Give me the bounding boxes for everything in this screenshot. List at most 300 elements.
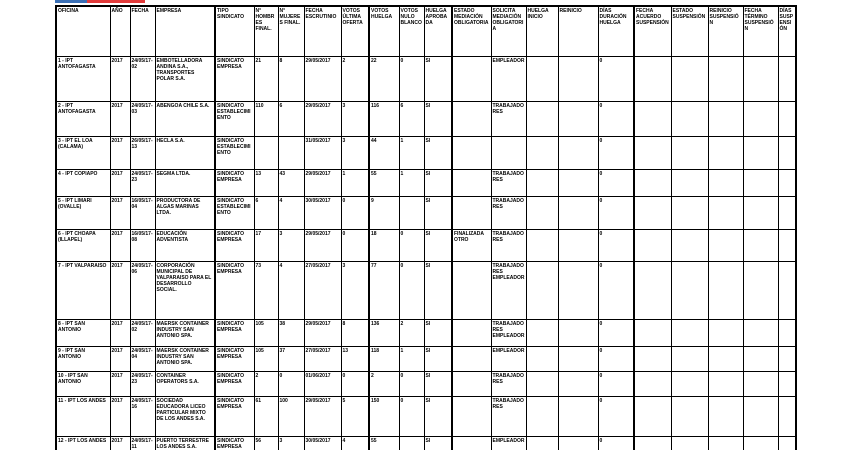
table-cell: [254, 136, 278, 169]
table-cell: [634, 346, 671, 371]
table-cell: SINDICATO EMPRESA: [215, 371, 254, 396]
table-cell: [708, 101, 743, 136]
table-cell: 1: [399, 346, 424, 371]
table-cell: 3: [341, 136, 369, 169]
table-cell: [708, 396, 743, 436]
table-cell: 26/05/17-13: [130, 136, 155, 169]
table-cell: 12 - IPT LOS ANDES: [56, 436, 110, 450]
table-cell: SI: [424, 229, 452, 261]
table-cell: 0: [598, 101, 634, 136]
table-cell: [778, 396, 796, 436]
table-cell: [743, 346, 778, 371]
table-cell: 8: [341, 319, 369, 346]
table-cell: [558, 346, 598, 371]
table-cell: 0: [598, 436, 634, 450]
table-row: [56, 261, 796, 319]
table-cell: 6: [399, 101, 424, 136]
table-cell: [634, 436, 671, 450]
table-cell: 29/05/2017: [304, 56, 341, 101]
table-cell: 7 - IPT VALPARAISO: [56, 261, 110, 319]
table-body: [56, 56, 796, 450]
table-cell: SI: [424, 436, 452, 450]
table-cell: 2017: [110, 319, 130, 346]
table-cell: 0: [399, 261, 424, 319]
table-cell: [558, 136, 598, 169]
table-cell: 17: [254, 229, 278, 261]
table-cell: SINDICATO ESTABLECIMIENTO: [215, 101, 254, 136]
table-cell: SINDICATO EMPRESA: [215, 319, 254, 346]
table-cell: MAERSK CONTAINER INDUSTRY SAN ANTONIO SPA.: [155, 319, 215, 346]
column-header: FECHA TÉRMINO SUSPENSIÓN: [743, 6, 778, 56]
table-cell: ABENGOA CHILE S.A.: [155, 101, 215, 136]
table-cell: EDUCACIÓN ADVENTISTA: [155, 229, 215, 261]
table-row: [56, 319, 796, 346]
table-cell: EMBOTELLADORA ANDINA S.A., TRANSPORTES POLAR S.A.: [155, 56, 215, 101]
table-cell: [743, 101, 778, 136]
table-cell: 0: [278, 371, 304, 396]
table-cell: 61: [254, 396, 278, 436]
table-cell: 29/05/2017: [304, 101, 341, 136]
table-cell: 73: [254, 261, 278, 319]
table-cell: [671, 346, 708, 371]
table-cell: [671, 136, 708, 169]
table-cell: 18: [369, 229, 399, 261]
table-cell: 0: [341, 229, 369, 261]
table-cell: 0: [598, 229, 634, 261]
table-cell: 3 - IPT EL LOA (CALAMA): [56, 136, 110, 169]
column-header: FECHA: [130, 6, 155, 56]
table-cell: 11 - IPT LOS ANDES: [56, 396, 110, 436]
table-row: [56, 229, 796, 261]
table-cell: TRABAJADORES: [491, 396, 526, 436]
table-cell: SINDICATO EMPRESA: [215, 346, 254, 371]
table-cell: [743, 169, 778, 196]
table-cell: [634, 396, 671, 436]
table-cell: 4: [278, 196, 304, 229]
table-cell: 77: [369, 261, 399, 319]
table-cell: [778, 319, 796, 346]
table-row: [56, 136, 796, 169]
table-cell: [558, 196, 598, 229]
table-cell: 118: [369, 346, 399, 371]
table-cell: EMPLEADOR: [491, 56, 526, 101]
table-cell: 9 - IPT SAN ANTONIO: [56, 346, 110, 371]
table-cell: 0: [598, 319, 634, 346]
table-cell: 24/05/17-23: [130, 371, 155, 396]
column-header: SOLICITA MEDIACIÓN OBLIGATORIA: [491, 6, 526, 56]
table-cell: 105: [254, 319, 278, 346]
table-cell: 2: [341, 56, 369, 101]
table-cell: 29/05/2017: [304, 319, 341, 346]
table-cell: 24/05/17-06: [130, 261, 155, 319]
table-cell: 0: [598, 169, 634, 196]
table-cell: [743, 196, 778, 229]
table-cell: TRABAJADORES EMPLEADOR: [491, 319, 526, 346]
table-cell: [778, 371, 796, 396]
table-cell: 44: [369, 136, 399, 169]
table-cell: [452, 101, 491, 136]
table-cell: 136: [369, 319, 399, 346]
table-cell: [634, 56, 671, 101]
table-cell: EMPLEADOR: [491, 436, 526, 450]
column-header: HUELGA APROBADA: [424, 6, 452, 56]
table-cell: 4: [341, 436, 369, 450]
table-cell: 16/05/17-08: [130, 229, 155, 261]
table-cell: 2017: [110, 101, 130, 136]
table-cell: 2: [399, 319, 424, 346]
table-cell: 01/06/2017: [304, 371, 341, 396]
table-cell: [452, 371, 491, 396]
table-cell: SI: [424, 261, 452, 319]
table-row: [56, 56, 796, 101]
table-cell: [558, 436, 598, 450]
table-cell: [671, 319, 708, 346]
table-cell: 37: [278, 346, 304, 371]
column-header: N° MUJERES FINAL.: [278, 6, 304, 56]
column-header: AÑO: [110, 6, 130, 56]
table-cell: 2: [254, 371, 278, 396]
table-cell: TRABAJADORES EMPLEADOR: [491, 261, 526, 319]
column-header: VOTOS NULO BLANCO: [399, 6, 424, 56]
table-cell: 1: [341, 169, 369, 196]
table-cell: 43: [278, 169, 304, 196]
table-cell: [634, 196, 671, 229]
table-cell: PRODUCTORA DE ALGAS MARINAS LTDA.: [155, 196, 215, 229]
table-cell: SINDICATO EMPRESA: [215, 396, 254, 436]
table-cell: [526, 319, 558, 346]
table-cell: SI: [424, 196, 452, 229]
table-cell: [452, 319, 491, 346]
table-cell: 6 - IPT CHOAPA (ILLAPEL): [56, 229, 110, 261]
table-cell: [743, 261, 778, 319]
table-cell: [452, 56, 491, 101]
table-cell: 2 - IPT ANTOFAGASTA: [56, 101, 110, 136]
table-cell: 30/05/2017: [304, 436, 341, 450]
table-row: [56, 371, 796, 396]
table-cell: [452, 436, 491, 450]
table-cell: 13: [341, 346, 369, 371]
table-cell: [634, 229, 671, 261]
table-cell: CORPORACIÓN MUNICIPAL DE VALPARAISO PARA EL DESARROLLO SOCIAL.: [155, 261, 215, 319]
table-cell: SI: [424, 319, 452, 346]
table-cell: [452, 346, 491, 371]
table-cell: PUERTO TERRESTRE LOS ANDES S.A.: [155, 436, 215, 450]
header-row: [56, 6, 796, 56]
table-cell: 1 - IPT ANTOFAGASTA: [56, 56, 110, 101]
table-cell: 24/05/17-23: [130, 169, 155, 196]
table-cell: TRABAJADORES: [491, 101, 526, 136]
table-cell: 31/05/2017: [304, 136, 341, 169]
table-cell: 24/05/17-16: [130, 396, 155, 436]
table-cell: 24/05/17-02: [130, 56, 155, 101]
table-cell: [526, 371, 558, 396]
column-header: FECHA ESCRUTINIO: [304, 6, 341, 56]
table-cell: [743, 56, 778, 101]
table-cell: [526, 436, 558, 450]
flag-red-segment: [87, 0, 145, 3]
table-cell: [671, 371, 708, 396]
table-cell: 110: [254, 101, 278, 136]
table-cell: 6: [278, 101, 304, 136]
column-header: OFICINA: [56, 6, 110, 56]
table-cell: [671, 169, 708, 196]
table-cell: SINDICATO EMPRESA: [215, 56, 254, 101]
table-cell: [778, 169, 796, 196]
table-cell: TRABAJADORES: [491, 196, 526, 229]
table-cell: [778, 196, 796, 229]
table-cell: 29/05/2017: [304, 396, 341, 436]
table-cell: 29/05/2017: [304, 229, 341, 261]
table-cell: [452, 396, 491, 436]
table-row: [56, 436, 796, 450]
table-cell: [778, 229, 796, 261]
table-cell: TRABAJADORES: [491, 169, 526, 196]
column-header: N° HOMBRES FINAL.: [254, 6, 278, 56]
table-cell: 100: [278, 396, 304, 436]
table-cell: 2017: [110, 436, 130, 450]
table-cell: 0: [399, 229, 424, 261]
table-cell: [526, 56, 558, 101]
table-cell: 0: [598, 396, 634, 436]
table-cell: SI: [424, 371, 452, 396]
table-cell: [708, 169, 743, 196]
table-cell: 0: [341, 371, 369, 396]
table-cell: [278, 136, 304, 169]
table-cell: 2017: [110, 169, 130, 196]
table-cell: 13: [254, 169, 278, 196]
table-cell: SI: [424, 136, 452, 169]
table-cell: 0: [598, 346, 634, 371]
table-cell: [708, 261, 743, 319]
table-cell: HECLA S.A.: [155, 136, 215, 169]
table-cell: 2: [369, 371, 399, 396]
table-cell: 16/05/17-04: [130, 196, 155, 229]
table-cell: 2017: [110, 371, 130, 396]
column-header: DÍAS SUSPENSIÓN: [778, 6, 796, 56]
table-cell: [743, 229, 778, 261]
column-header: FECHA ACUERDO SUSPENSIÓN: [634, 6, 671, 56]
table-cell: 2017: [110, 346, 130, 371]
table-cell: [671, 436, 708, 450]
column-header: EMPRESA: [155, 6, 215, 56]
table-cell: [399, 196, 424, 229]
table-cell: 4: [278, 261, 304, 319]
table-cell: [708, 346, 743, 371]
table-header: [56, 6, 796, 56]
table-cell: 38: [278, 319, 304, 346]
table-row: [56, 196, 796, 229]
table-cell: 55: [369, 436, 399, 450]
table-cell: 22: [369, 56, 399, 101]
table-cell: [743, 371, 778, 396]
table-cell: 2017: [110, 136, 130, 169]
table-cell: [778, 101, 796, 136]
table-cell: [708, 436, 743, 450]
table-cell: 24/05/17-03: [130, 101, 155, 136]
column-header: REINICIO: [558, 6, 598, 56]
table-cell: EMPLEADOR: [491, 346, 526, 371]
table-cell: [452, 196, 491, 229]
table-cell: 0: [399, 371, 424, 396]
table-cell: 27/05/2017: [304, 346, 341, 371]
table-cell: 3: [341, 261, 369, 319]
table-cell: 21: [254, 56, 278, 101]
table-cell: 116: [369, 101, 399, 136]
table-cell: 105: [254, 346, 278, 371]
table-cell: [778, 436, 796, 450]
table-cell: FINALIZADA OTRO: [452, 229, 491, 261]
table-cell: [558, 101, 598, 136]
table-cell: SINDICATO EMPRESA: [215, 436, 254, 450]
table-cell: SI: [424, 56, 452, 101]
table-cell: 56: [254, 436, 278, 450]
table-cell: [743, 396, 778, 436]
table-cell: 2017: [110, 56, 130, 101]
table-cell: CONTAINER OPERATORS S.A.: [155, 371, 215, 396]
table-row: [56, 346, 796, 371]
table-cell: SINDICATO EMPRESA: [215, 229, 254, 261]
table-cell: [452, 261, 491, 319]
table-cell: 8 - IPT SAN ANTONIO: [56, 319, 110, 346]
table-row: [56, 396, 796, 436]
table-cell: 27/05/2017: [304, 261, 341, 319]
table-cell: 0: [598, 56, 634, 101]
table-cell: 3: [341, 101, 369, 136]
table-cell: [526, 346, 558, 371]
table-cell: [743, 436, 778, 450]
table-cell: [634, 261, 671, 319]
table-cell: 0: [598, 196, 634, 229]
table-cell: TRABAJADORES: [491, 229, 526, 261]
column-header: VOTOS HUELGA: [369, 6, 399, 56]
column-header: HUELGA INICIO: [526, 6, 558, 56]
table-cell: [671, 396, 708, 436]
table-cell: [526, 169, 558, 196]
table-cell: [558, 371, 598, 396]
table-cell: 55: [369, 169, 399, 196]
table-cell: [708, 319, 743, 346]
table-cell: [778, 136, 796, 169]
table-cell: 0: [399, 56, 424, 101]
table-cell: [558, 319, 598, 346]
table-cell: [708, 196, 743, 229]
table-cell: [708, 56, 743, 101]
table-cell: 5: [341, 396, 369, 436]
table-cell: [526, 261, 558, 319]
table-cell: [558, 396, 598, 436]
table-cell: [671, 196, 708, 229]
table-cell: [634, 101, 671, 136]
table-cell: 0: [598, 261, 634, 319]
table-cell: SEGMA LTDA.: [155, 169, 215, 196]
table-cell: [708, 136, 743, 169]
table-cell: 0: [341, 196, 369, 229]
table-row: [56, 169, 796, 196]
table-cell: [778, 346, 796, 371]
table-cell: 29/05/2017: [304, 169, 341, 196]
table-cell: [671, 101, 708, 136]
table-cell: [634, 319, 671, 346]
table-cell: SOCIEDAD EDUCADORA LICEO PARTICULAR MIXTO DE LOS ANDES S.A.: [155, 396, 215, 436]
table-cell: 5 - IPT LIMARI (OVALLE): [56, 196, 110, 229]
table-cell: 10 - IPT SAN ANTONIO: [56, 371, 110, 396]
table-cell: [634, 169, 671, 196]
table-cell: 2017: [110, 196, 130, 229]
table-cell: 24/05/17-11: [130, 436, 155, 450]
table-cell: [399, 436, 424, 450]
table-cell: [778, 56, 796, 101]
table-cell: [558, 261, 598, 319]
table-cell: [634, 371, 671, 396]
table-cell: TRABAJADORES: [491, 371, 526, 396]
table-cell: 2017: [110, 396, 130, 436]
table-cell: 2017: [110, 229, 130, 261]
table-cell: 2017: [110, 261, 130, 319]
column-header: DÍAS DURACIÓN HUELGA: [598, 6, 634, 56]
table-cell: 1: [399, 136, 424, 169]
table-cell: SINDICATO ESTABLECIMIENTO: [215, 196, 254, 229]
table-cell: [743, 136, 778, 169]
table-cell: SI: [424, 396, 452, 436]
table-cell: SINDICATO EMPRESA: [215, 261, 254, 319]
column-header: ESTADO SUSPENSIÓN: [671, 6, 708, 56]
table-cell: [526, 136, 558, 169]
table-cell: 150: [369, 396, 399, 436]
table-cell: 24/05/17-02: [130, 319, 155, 346]
column-header: TIPO SINDICATO: [215, 6, 254, 56]
table-cell: 8: [278, 56, 304, 101]
table-cell: SI: [424, 346, 452, 371]
table-cell: 4 - IPT COPIAPO: [56, 169, 110, 196]
table-cell: [671, 229, 708, 261]
table-cell: 3: [278, 436, 304, 450]
table-cell: [558, 229, 598, 261]
column-header: ESTADO MEDIACIÓN OBLIGATORIA: [452, 6, 491, 56]
table-cell: [558, 56, 598, 101]
table-cell: MAERSK CONTAINER INDUSTRY SAN ANTONIO SPA.: [155, 346, 215, 371]
table-cell: 3: [278, 229, 304, 261]
table-cell: 0: [399, 396, 424, 436]
table-cell: [778, 261, 796, 319]
table-cell: [634, 136, 671, 169]
table-cell: [671, 56, 708, 101]
table-cell: 0: [598, 371, 634, 396]
table-cell: 24/05/17-04: [130, 346, 155, 371]
table-cell: SI: [424, 169, 452, 196]
table-cell: [526, 396, 558, 436]
table-cell: 9: [369, 196, 399, 229]
table-cell: [558, 169, 598, 196]
table-cell: [452, 136, 491, 169]
flag-blue-segment: [55, 0, 87, 3]
column-header: REINICIO SUSPENSIÓN: [708, 6, 743, 56]
column-header: VOTOS ÚLTIMA OFERTA: [341, 6, 369, 56]
table-cell: [452, 169, 491, 196]
table-cell: 0: [598, 136, 634, 169]
table-cell: [526, 229, 558, 261]
table-cell: [491, 136, 526, 169]
table-cell: [526, 196, 558, 229]
table-row: [56, 101, 796, 136]
table-cell: [708, 371, 743, 396]
table-cell: [671, 261, 708, 319]
table-cell: 6: [254, 196, 278, 229]
table-cell: 1: [399, 169, 424, 196]
table-cell: [743, 319, 778, 346]
table-cell: [708, 229, 743, 261]
table-cell: SINDICATO EMPRESA: [215, 169, 254, 196]
table-cell: SINDICATO ESTABLECIMIENTO: [215, 136, 254, 169]
